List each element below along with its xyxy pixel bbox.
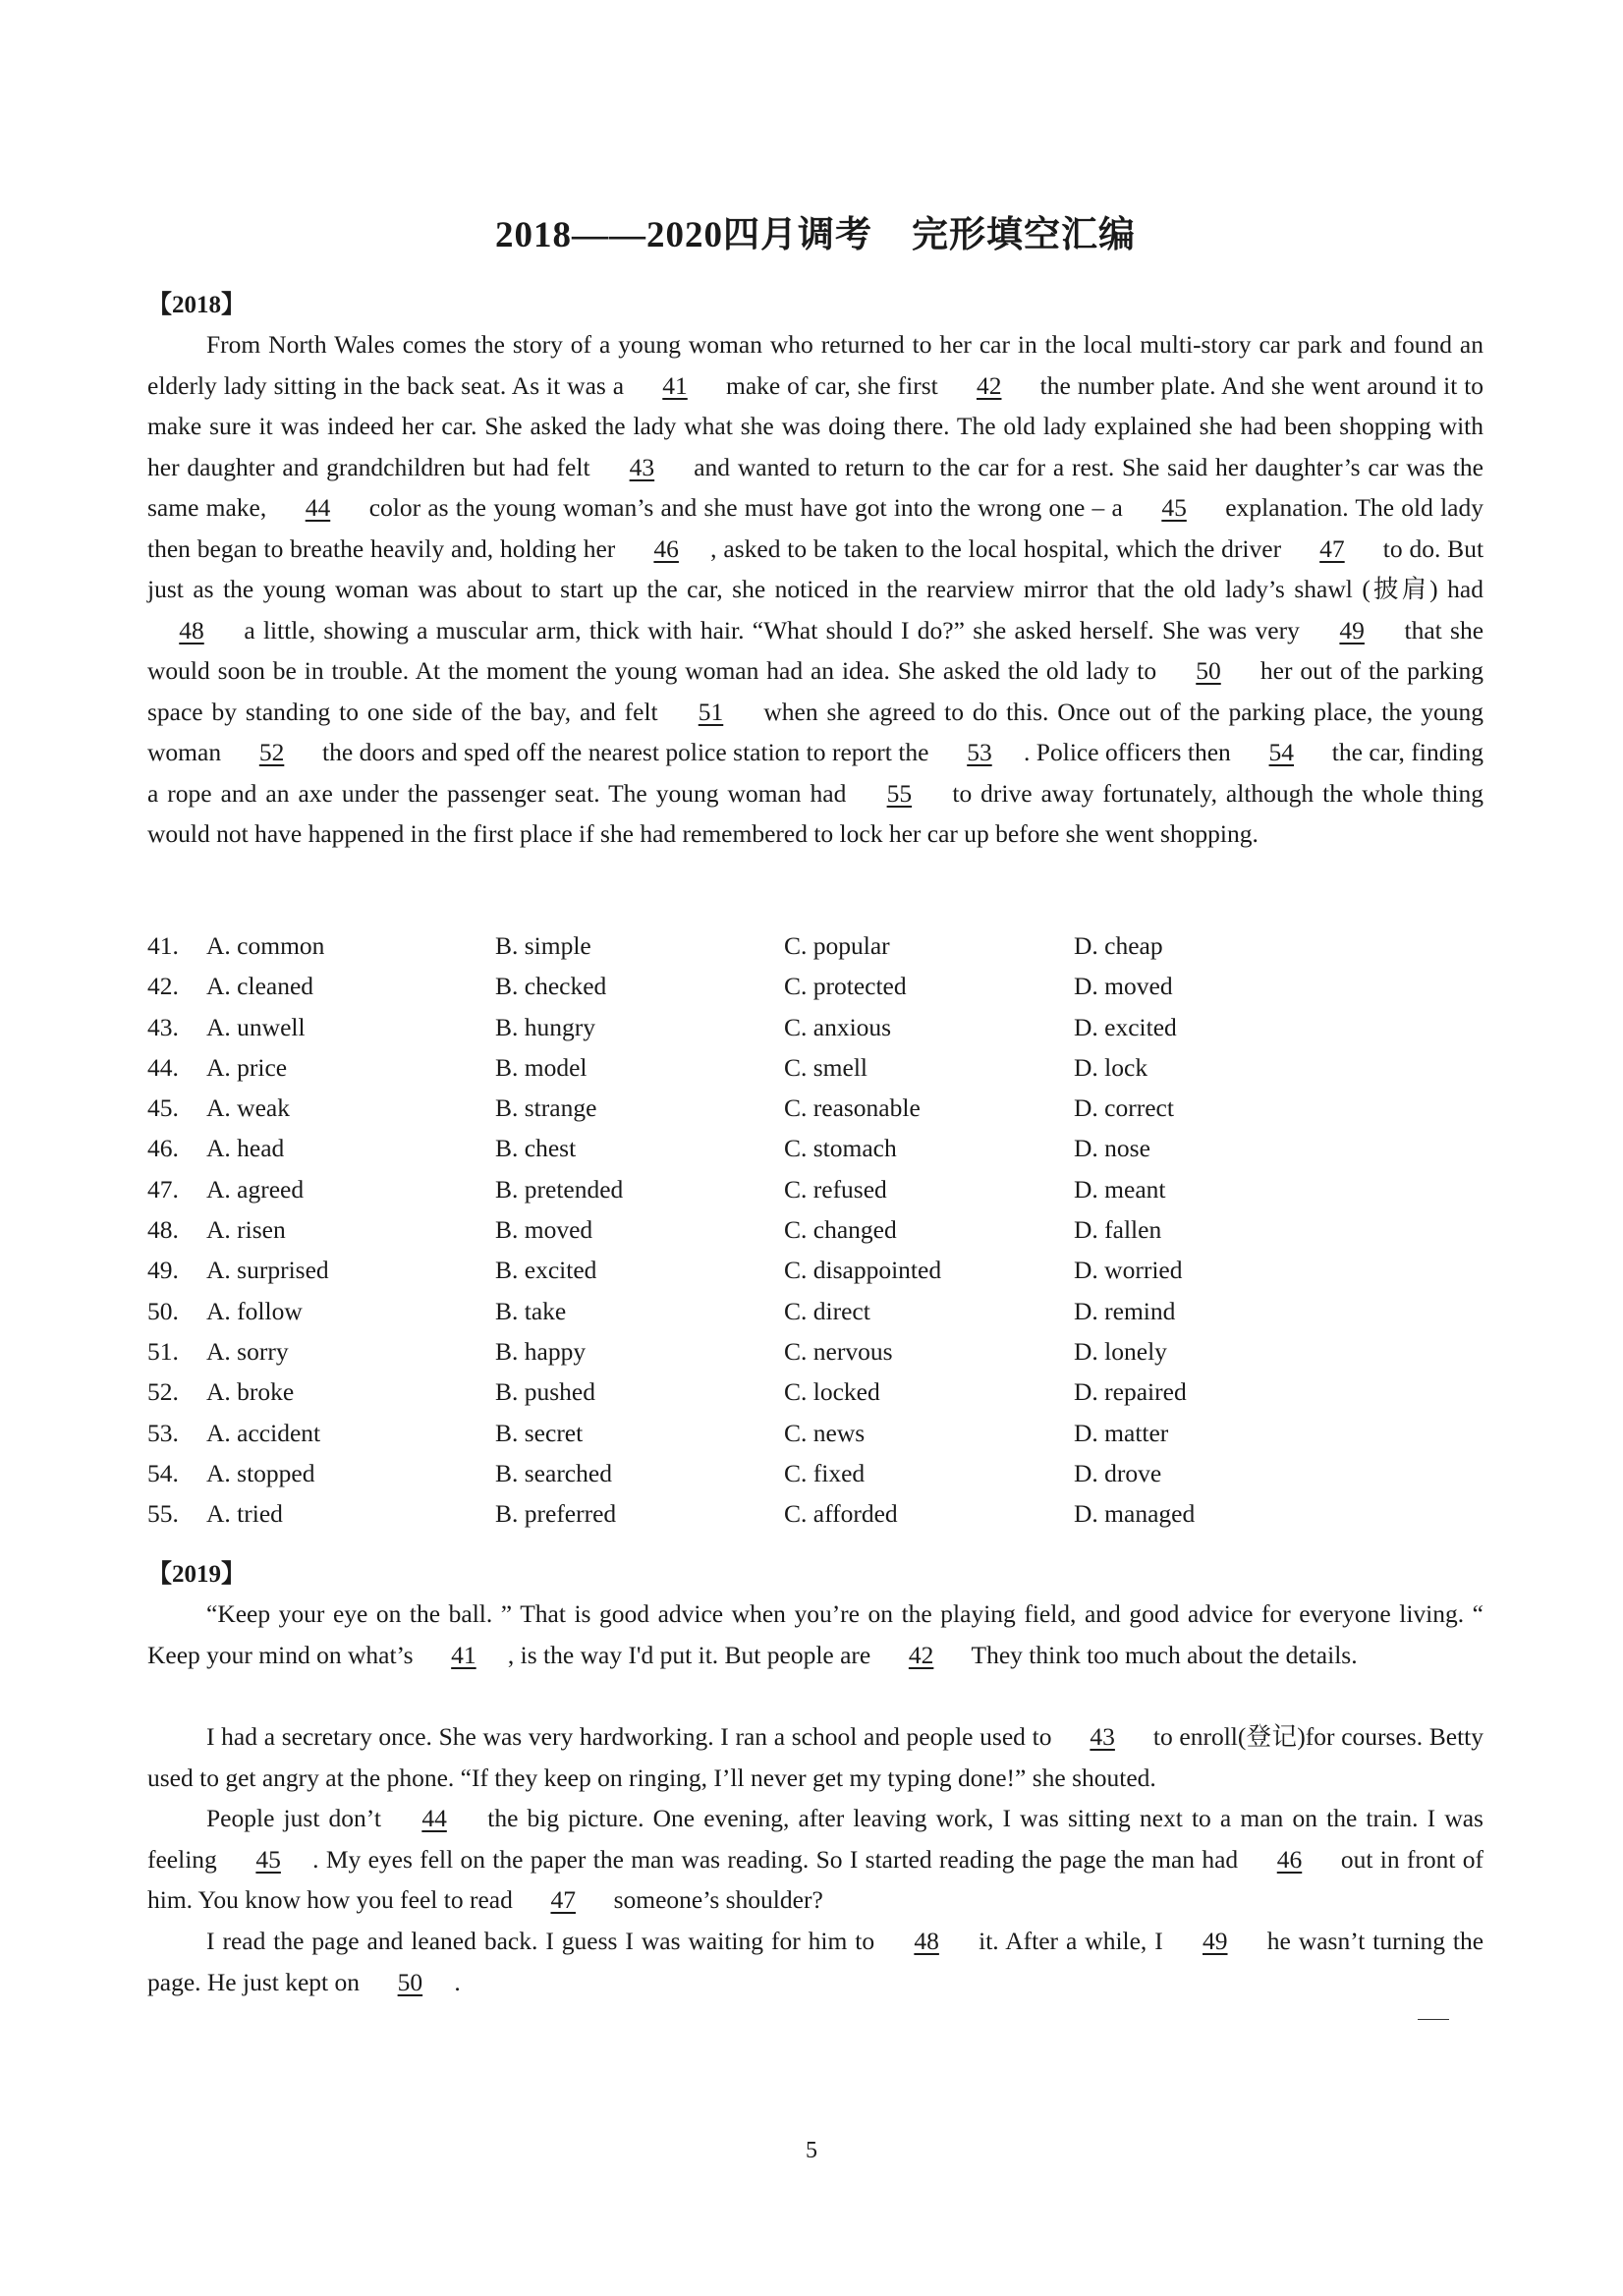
option-b[interactable]: B. checked [495,972,607,1001]
question-number: 53. [147,1418,179,1447]
option-row [147,1459,1483,1499]
option-c[interactable]: C. afforded [784,1499,898,1529]
blank-45[interactable]: 45 [255,1844,281,1874]
question-number: 51. [147,1336,179,1366]
passage-text: the doors and sped off the nearest police station to report the [322,738,929,766]
answer-options [147,931,1483,1540]
option-b[interactable]: B. simple [495,931,591,960]
option-b[interactable]: B. pretended [495,1174,624,1204]
passage-text: to do. But just as the young woman was about to start up the car, she noticed in the rearview mirror that the old lady’s shawl (披肩) had [147,533,1484,603]
option-c[interactable]: C. news [784,1418,866,1447]
passage-text: , is the way I'd put it. But people are [507,1640,871,1669]
passage-text: the car, finding a rope and an axe under the passenger seat. The young woman had [147,738,1484,808]
option-a[interactable]: A. common [206,931,325,960]
option-d[interactable]: D. lock [1074,1052,1148,1082]
blank-49[interactable]: 49 [1339,615,1365,644]
option-b[interactable]: B. pushed [495,1377,595,1407]
option-b[interactable]: B. hungry [495,1012,595,1041]
passage-text: that she would soon be in trouble. At the moment the young woman had an idea. She asked the old lady to [147,615,1484,685]
option-d[interactable]: D. excited [1074,1012,1177,1041]
blank-44[interactable]: 44 [305,493,331,522]
option-a[interactable]: A. surprised [206,1256,329,1285]
blank-41[interactable]: 41 [451,1640,476,1669]
passage-text: color as the young woman’s and she must have got into the wrong one – a [368,493,1123,522]
blank-43[interactable]: 43 [629,452,655,481]
section-heading-2019: 【2019】 [147,1561,247,1588]
option-d[interactable]: D. lonely [1074,1336,1167,1366]
option-c[interactable]: C. anxious [784,1012,892,1041]
option-row [147,931,1483,972]
passage-2019-paragraph-2 [147,1716,1483,1798]
question-number: 49. [147,1256,179,1285]
passage-text: to enroll(登记)for courses. Betty used to get angry at the phone. “If they keep on ringing, I’ll never get my typing done!” she shouted. [147,1722,1484,1792]
option-row [147,1337,1483,1377]
question-number: 45. [147,1093,179,1123]
option-d[interactable]: D. drove [1074,1458,1162,1487]
option-row [147,1215,1483,1256]
passage-text: the big picture. One evening, after leaving work, I was sitting next to a man on the train. I was feeling [147,1804,1483,1874]
option-row [147,1499,1483,1540]
option-d[interactable]: D. correct [1074,1093,1174,1123]
blank-54[interactable]: 54 [1268,738,1295,766]
option-c[interactable]: C. popular [784,931,890,960]
option-c[interactable]: C. protected [784,972,907,1001]
option-a[interactable]: A. stopped [206,1458,315,1487]
blank-41[interactable]: 41 [662,370,688,400]
option-b[interactable]: B. take [495,1296,567,1325]
option-d[interactable]: D. worried [1074,1256,1183,1285]
blank-46[interactable]: 46 [1276,1844,1303,1874]
option-b[interactable]: B. happy [495,1336,587,1366]
blank-51[interactable]: 51 [698,697,724,726]
question-number: 55. [147,1499,179,1529]
option-a[interactable]: A. price [206,1052,288,1082]
blank-45[interactable]: 45 [1161,493,1187,522]
option-b[interactable]: B. strange [495,1093,597,1123]
option-d[interactable]: D. matter [1074,1418,1169,1447]
option-a[interactable]: A. sorry [206,1336,289,1366]
blank-52[interactable]: 52 [258,738,285,766]
passage-text: to drive away fortunately, although the whole thing would not have happened in the first place if she had remembered to lock her car up before she went shopping. [147,778,1484,848]
blank-46[interactable]: 46 [653,533,679,563]
option-a[interactable]: A. broke [206,1377,295,1407]
question-number: 54. [147,1458,179,1487]
option-c[interactable]: C. changed [784,1215,897,1245]
option-c[interactable]: C. refused [784,1174,887,1204]
blank-53[interactable]: 53 [967,738,992,766]
passage-text: and wanted to return to the car for a rest. She said her daughter’s car was the same make, [147,452,1483,522]
passage-text: . My eyes fell on the paper the man was reading. So I started reading the page the man had [312,1844,1239,1874]
option-c[interactable]: C. stomach [784,1134,897,1163]
passage-text: when she agreed to do this. Once out of the parking place, the young woman [147,697,1484,766]
option-row [147,972,1483,1012]
passage-text: a little, showing a muscular arm, thick with hair. “What should I do?” she asked herself. She was very [244,615,1300,644]
option-row [147,1134,1483,1174]
title-right: 完形填空汇编 [912,215,1136,255]
option-row [147,1053,1483,1093]
option-a[interactable]: A. follow [206,1296,303,1325]
passage-text: I read the page and leaned back. I guess I was waiting for him to [206,1927,875,1955]
option-row [147,1093,1483,1134]
question-number: 50. [147,1296,179,1325]
question-number: 52. [147,1377,179,1407]
option-b[interactable]: B. chest [495,1134,577,1163]
page-mark-dash [1418,2019,1449,2020]
option-a[interactable]: A. cleaned [206,972,314,1001]
option-a[interactable]: A. head [206,1134,285,1163]
blank-50[interactable]: 50 [397,1967,423,1996]
passage-text: explanation. The old lady then began to breathe heavily and, holding her [147,493,1484,563]
option-a[interactable]: A. weak [206,1093,290,1123]
blank-50[interactable]: 50 [1196,656,1221,685]
passage-text: People just don’t [206,1804,381,1832]
blank-44[interactable]: 44 [421,1804,447,1832]
question-number: 47. [147,1174,179,1204]
option-row [147,1175,1483,1215]
option-d[interactable]: D. meant [1074,1174,1166,1204]
question-number: 42. [147,972,179,1001]
option-c[interactable]: C. disappointed [784,1256,942,1285]
option-c[interactable]: C. reasonable [784,1093,921,1123]
option-b[interactable]: B. excited [495,1256,597,1285]
option-d[interactable]: D. remind [1074,1296,1176,1325]
option-d[interactable]: D. repaired [1074,1377,1187,1407]
option-a[interactable]: A. accident [206,1418,321,1447]
blank-47[interactable]: 47 [1319,533,1345,563]
passage-text: “Keep your eye on the ball. ” That is good advice when you’re on the playing field, and good advice for everyone living. “ Keep your mind on what’s [147,1599,1483,1669]
option-d[interactable]: D. fallen [1074,1215,1162,1245]
question-number: 46. [147,1134,179,1163]
option-c[interactable]: C. nervous [784,1336,893,1366]
option-a[interactable]: A. agreed [206,1174,305,1204]
question-number: 44. [147,1052,179,1082]
blank-42[interactable]: 42 [908,1640,934,1669]
passage-text: From North Wales comes the story of a young woman who returned to her car in the local multi-story car park and found an elderly lady sitting in the back seat. As it was a [147,330,1483,400]
option-d[interactable]: D. managed [1074,1499,1196,1529]
passage-2018 [147,324,1483,855]
passage-text: he wasn’t turning the page. He just kept on [147,1927,1484,1996]
question-number: 43. [147,1012,179,1041]
section-heading-2018: 【2018】 [147,292,247,318]
option-a[interactable]: A. tried [206,1499,283,1529]
passage-2019-paragraph-4 [147,1921,1483,2002]
option-b[interactable]: B. model [495,1052,588,1082]
blank-43[interactable]: 43 [1090,1722,1115,1751]
option-d[interactable]: D. cheap [1074,931,1163,960]
blank-47[interactable]: 47 [550,1885,576,1914]
option-b[interactable]: B. moved [495,1215,593,1245]
passage-text: her out of the parking space by standing to one side of the bay, and felt [147,656,1484,726]
option-d[interactable]: D. nose [1074,1134,1150,1163]
passage-2019-paragraph-3 [147,1798,1483,1921]
option-b[interactable]: B. preferred [495,1499,617,1529]
blank-48[interactable]: 48 [914,1927,939,1955]
passage-text: someone’s shoulder? [613,1885,823,1914]
passage-text: . [454,1967,461,1996]
option-d[interactable]: D. moved [1074,972,1173,1001]
passage-text: They think too much about the details. [971,1640,1358,1669]
option-row [147,1419,1483,1459]
option-c[interactable]: C. fixed [784,1458,866,1487]
page-number: 5 [806,2138,817,2163]
option-row [147,1377,1483,1418]
option-row [147,1297,1483,1337]
passage-text: the number plate. And she went around it to make sure it was indeed her car. She asked the lady what she was doing there. The old lady explained she had been shopping with her daughter and grandchildren but had felt [147,370,1484,481]
option-b[interactable]: B. searched [495,1458,612,1487]
blank-55[interactable]: 55 [886,778,913,808]
passage-text: . Police officers then [1023,738,1231,766]
blank-49[interactable]: 49 [1203,1927,1228,1955]
option-c[interactable]: C. locked [784,1377,880,1407]
option-c[interactable]: C. direct [784,1296,870,1325]
option-a[interactable]: A. risen [206,1215,286,1245]
option-a[interactable]: A. unwell [206,1012,306,1041]
passage-text: , asked to be taken to the local hospital, which the driver [710,533,1282,563]
option-b[interactable]: B. secret [495,1418,584,1447]
passage-2019-paragraph-1 [147,1594,1483,1675]
passage-text: I had a secretary once. She was very hardworking. I ran a school and people used to [206,1722,1052,1751]
blank-42[interactable]: 42 [976,370,1002,400]
title-left: 2018——2020四月调考 [495,215,872,255]
option-row [147,1013,1483,1053]
page-title [147,204,1483,257]
passage-text: it. After a while, I [979,1927,1163,1955]
blank-48[interactable]: 48 [179,615,204,644]
question-number: 48. [147,1215,179,1245]
passage-text: out in front of him. You know how you feel to read [147,1844,1484,1914]
passage-text: make of car, she first [725,370,938,400]
option-c[interactable]: C. smell [784,1052,868,1082]
option-row [147,1256,1483,1296]
question-number: 41. [147,931,179,960]
